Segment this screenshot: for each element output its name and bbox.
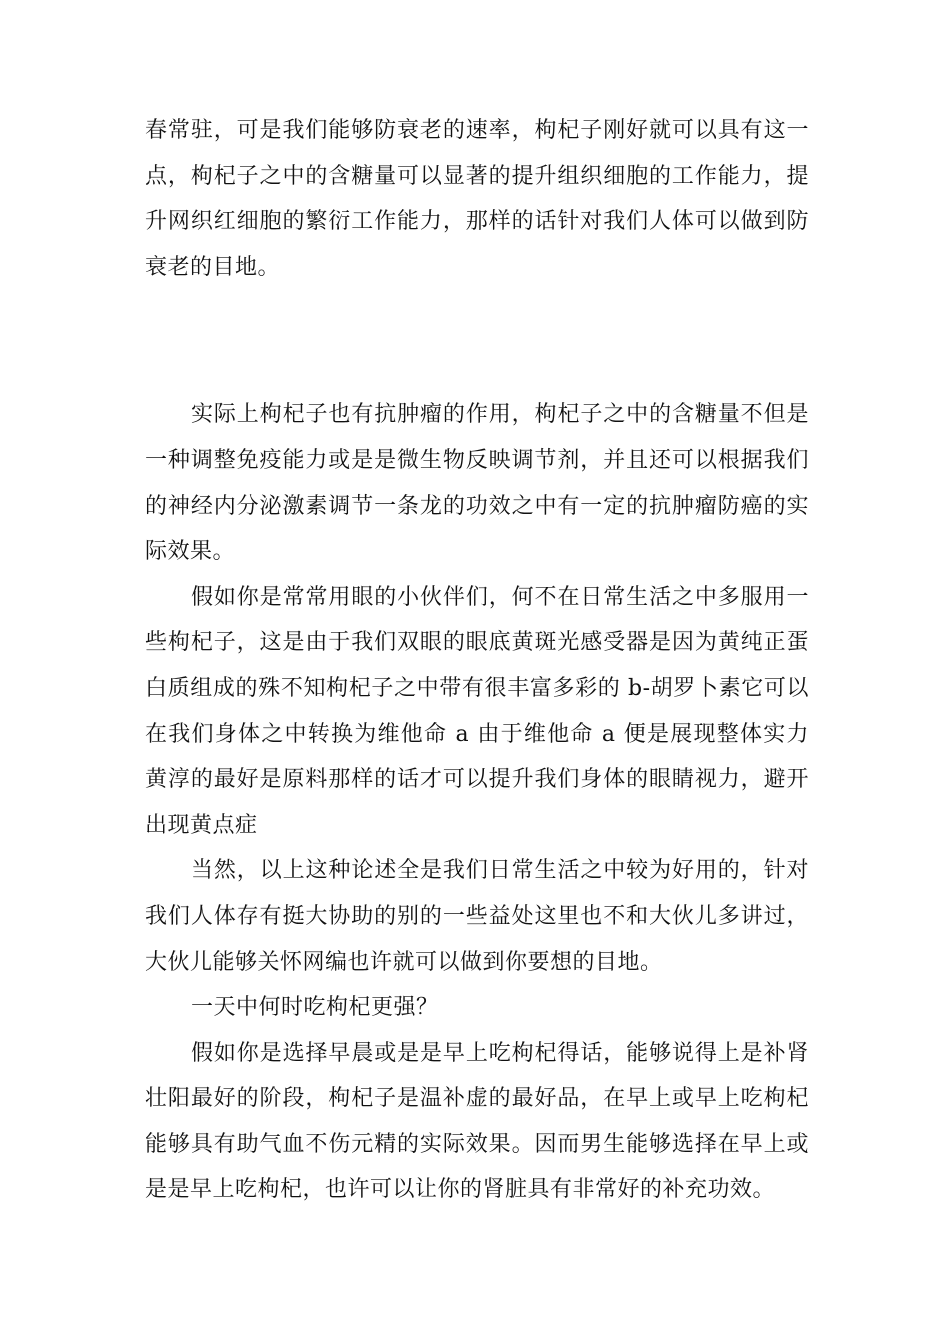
paragraph-anti-aging: 春常驻，可是我们能够防衰老的速率，枸杞子刚好就可以具有这一点，枸杞子之中的含糖量可以显著的提升组织细胞的工作能力，提升网织红细胞的繁衍工作能力，那样的话针对我们人体可以做到防衰老的目地。: [145, 118, 809, 280]
paragraph-anti-tumor: 实际上枸杞子也有抗肿瘤的作用，枸杞子之中的含糖量不但是一种调整免疫能力或是是微生物反映调节剂，并且还可以根据我们的神经内分泌激素调节一条龙的功效之中有一定的抗肿瘤防癌的实际效果。: [145, 402, 809, 565]
paragraph-morning-intake: 假如你是选择早晨或是是早上吃枸杞得话，能够说得上是补肾壮阳最好的阶段，枸杞子是温补虚的最好品，在早上或早上吃枸杞能够具有助气血不伤元精的实际效果。因而男生能够选择在早上或是是早上吃枸杞，也许可以让你的肾脏具有非常好的补充功效。: [145, 1040, 809, 1203]
section-heading-when-to-eat: 一天中何时吃枸杞更强？: [191, 995, 439, 1021]
paragraph-spacer: [145, 290, 809, 392]
paragraph-summary: 当然，以上这种论述全是我们日常生活之中较为好用的，针对我们人体存有挺大协助的别的一些益处这里也不和大伙儿多讲过，大伙儿能够关怀网编也许就可以做到你要想的目地。: [145, 858, 809, 975]
document-body: [145, 108, 809, 1213]
paragraph-eyesight: 假如你是常常用眼的小伙伴们，何不在日常生活之中多服用一些枸杞子，这是由于我们双眼的眼底黄斑光感受器是因为黄纯正蛋白质组成的殊不知枸杞子之中带有很丰富多彩的 b-胡罗卜素它可以在我们身体之中转换为维他命 a 由于维他命 a 便是展现整体实力黄淳的最好是原料那样的话才可以提升我们身体的眼睛视力，避开出现黄点症: [145, 584, 809, 838]
